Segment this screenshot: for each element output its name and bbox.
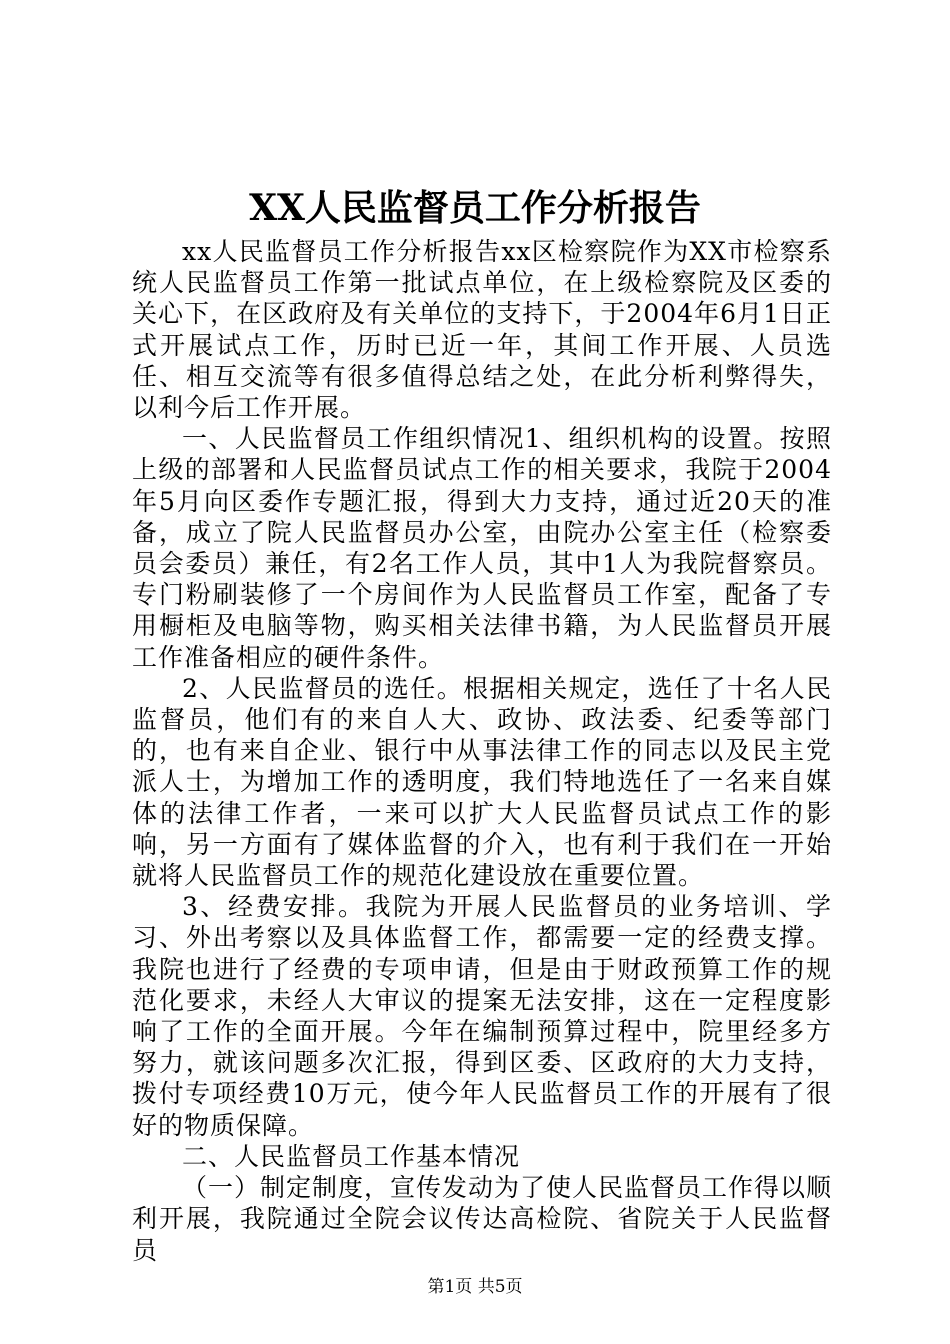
- paragraph-rules: （一）制定制度，宣传发动为了使人民监督员工作得以顺利开展，我院通过全院会议传达高检院、省院关于人民监督员: [132, 1173, 833, 1265]
- section-heading-2: 二、人民监督员工作基本情况: [182, 1141, 521, 1171]
- document-title: XX人民监督员工作分析报告: [249, 187, 701, 229]
- paragraph-funding: 3、经费安排。我院为开展人民监督员的业务培训、学习、外出考察以及具体监督工作，都需要一定的经费支撑。我院也进行了经费的专项申请，但是由于财政预算工作的规范化要求，未经人大审议的提案无法安排，这在一定程度影响了工作的全面开展。今年在编制预算过程中，院里经多方努力，就该问题多次汇报，得到区委、区政府的大力支持，拨付专项经费10万元，使今年人民监督员工作的开展有了很好的物质保障。: [132, 892, 832, 1140]
- paragraph-intro: xx人民监督员工作分析报告xx区检察院作为XX市检察系统人民监督员工作第一批试点单位，在上级检察院及区委的关心下，在区政府及有关单位的支持下，于2004年6月1日正式开展试点工作，历时已近一年，其间工作开展、人员选任、相互交流等有很多值得总结之处，在此分析利弊得失，以利今后工作开展。: [132, 237, 832, 423]
- paragraph-selection: 2、人民监督员的选任。根据相关规定，选任了十名人民监督员，他们有的来自人大、政协、政法委、纪委等部门的，也有来自企业、银行中从事法律工作的同志以及民主党派人士，为增加工作的透明度，我们特地选任了一名来自媒体的法律工作者，一来可以扩大人民监督员试点工作的影响，另一方面有了媒体监督的介入，也有利于我们在一开始就将人民监督员工作的规范化建设放在重要位置。: [132, 673, 832, 891]
- page-footer: 第1页 共5页: [427, 1277, 523, 1297]
- paragraph-section-1: 一、人民监督员工作组织情况1、组织机构的设置。按照上级的部署和人民监督员试点工作的相关要求，我院于2004年5月向区委作专题汇报，得到大力支持，通过近20天的准备，成立了院人民监督员办公室，由院办公室主任（检察委员会委员）兼任，有2名工作人员，其中1人为我院督察员。专门粉刷装修了一个房间作为人民监督员工作室，配备了专用橱柜及电脑等物，购买相关法律书籍，为人民监督员开展工作准备相应的硬件条件。: [132, 424, 832, 672]
- document-body: [132, 236, 832, 1266]
